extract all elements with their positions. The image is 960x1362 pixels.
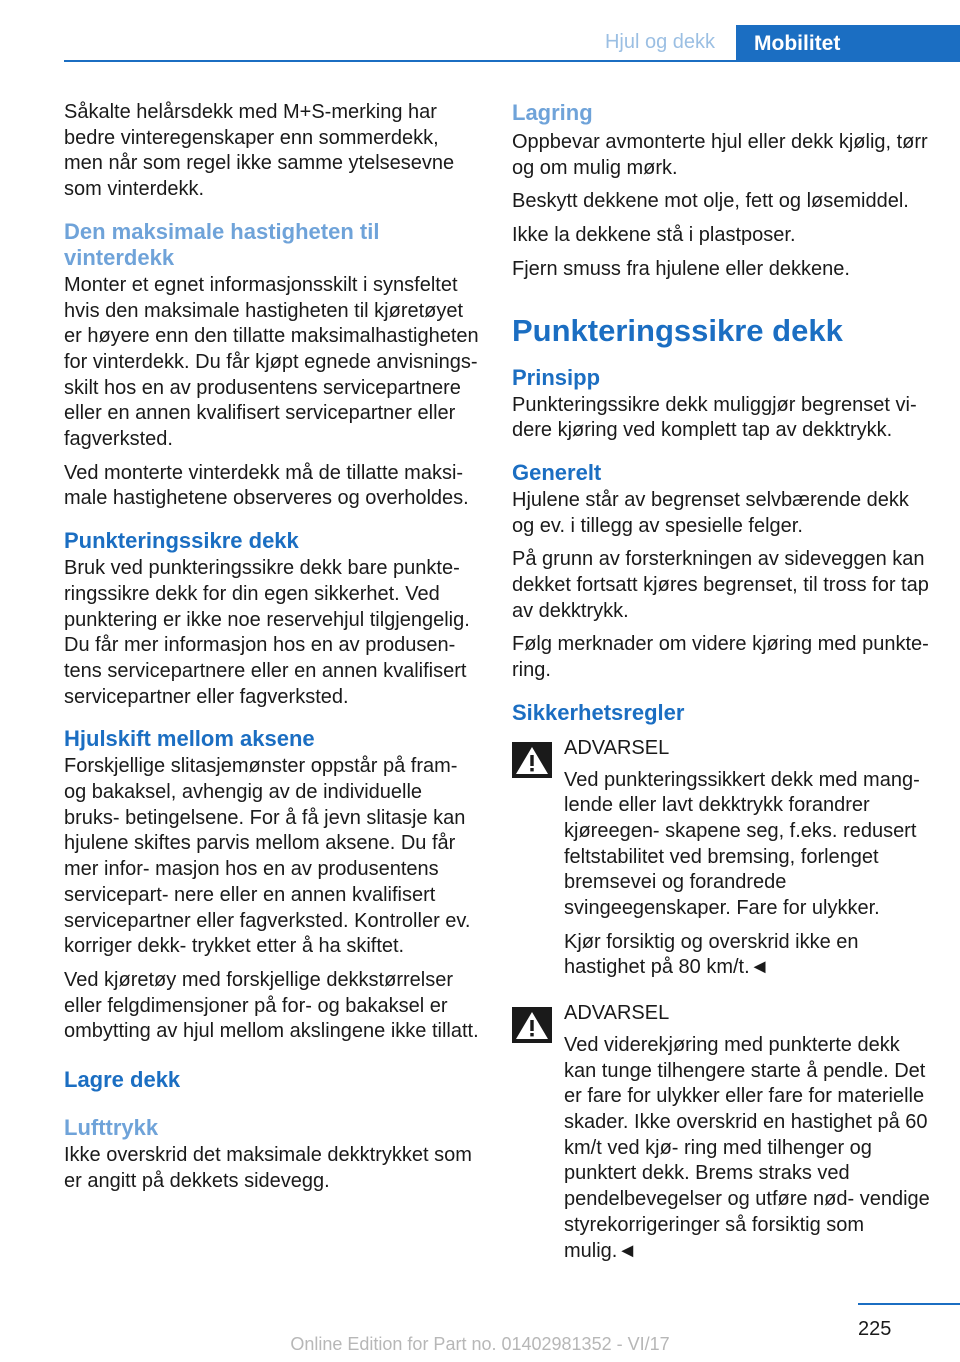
page-number: 225 — [858, 1318, 892, 1340]
wheel-rotation-paragraph-1: Forskjellige slitasjemønster oppstår på fram- og bakaksel, avhengig av de individuelle bruks- betingelsene. For å få jevn slitasje kan hjulene skiftes parvis mellom aksene. Du får mer infor- masjon hos en av produsentens servicepart- nere eller en annen kvalifisert servicepartner eller fagverksted. Kontroller ev. korriger dekk- trykket etter å ha skiftet. — [64, 755, 471, 958]
warning-text: lende eller lavt dekktrykk forandrer kjøreegen- skapene seg, f.eks. redusert feltstabilitet ved bremsing, forlenget bremsevei og forandrede svingeegenskaper. Fare for ulykker. — [564, 794, 917, 920]
left-column — [64, 100, 482, 1203]
warning-text-first-line: Ved viderekjøring med punkterte dekk — [564, 1033, 900, 1056]
heading-runflat-main: Punkteringssikre dekk — [512, 312, 843, 348]
general-paragraph-1: Hjulene står av begrenset selvbærende dekk og ev. i tillegg av spesielle felger. — [512, 488, 909, 537]
storage-paragraph-1: Oppbevar avmonterte hjul eller dekk kjølig, tørr og om mulig mørk. — [512, 131, 928, 179]
warning-block-2 — [512, 1001, 932, 1264]
max-speed-paragraph-2: Ved monterte vinterdekk må de tillatte maksi- male hastighetene observeres og overholdes. — [64, 461, 469, 510]
warning-text-first-line: Ved punkteringssikkert dekk med mang- — [564, 768, 920, 791]
max-speed-paragraph-1: Monter et egnet informasjonsskilt i synsfeltet hvis den maksimale hastigheten til kjøretøyet er høyere enn den tillatte maksimalhastigheten for vinterdekk. Du får kjøpt egnede anvisnings- skilt hos en av produsentens servicepartnere eller en annen kvalifisert servicepartner eller fagverksted. — [64, 273, 479, 451]
warning-label: ADVARSEL — [564, 736, 670, 759]
chapter-tab: Mobilitet — [736, 25, 960, 62]
storage-paragraph-4: Fjern smuss fra hjulene eller dekkene. — [512, 257, 850, 280]
heading-safety-rules: Sikkerhetsregler — [512, 699, 685, 725]
heading-principle: Prinsipp — [512, 364, 601, 390]
warning-label: ADVARSEL — [564, 1002, 670, 1025]
heading-runflat: Punkteringssikre dekk — [64, 528, 299, 554]
intro-paragraph: Såkalte helårsdekk med M+S-merking har bedre vinteregenskaper enn sommerdekk, men når som regel ikke samme ytelsesevne som vinterdekk. — [64, 101, 455, 201]
heading-store-tires: Lagre dekk — [64, 1067, 181, 1093]
right-column — [512, 100, 932, 1272]
general-paragraph-2: På grunn av forsterkningen av sideveggen kan dekket fortsatt kjøres begrenset, til tross for tap av dekktrykk. — [512, 548, 929, 622]
heading-wheel-rotation: Hjulskift mellom aksene — [64, 726, 315, 752]
warning-triangle-icon — [512, 742, 552, 778]
footer-edition: Online Edition for Part no. 01402981352 - VI/17 — [290, 1334, 670, 1354]
section-tab: Hjul og dekk — [604, 31, 716, 53]
general-paragraph-3: Følg merknader om videre kjøring med punkte- ring. — [512, 633, 929, 682]
heading-general: Generelt — [512, 459, 602, 485]
warning-text: kan tunge tilhengere starte å pendle. Det er fare for ulykker eller fare for materielle skader. Ikke overskrid en hastighet på 60 km/t ved kjø- ring med tilhenger og punktert dekk. Brems straks ved pendelbevegelser og utføre nød- vendige styrekorrigeringer så forsiktig som mulig.◄ — [564, 1059, 930, 1262]
storage-paragraph-2: Beskytt dekkene mot olje, fett og løsemiddel. — [512, 190, 909, 213]
principle-paragraph: Punkteringssikre dekk muliggjør begrenset vi- dere kjøring ved komplett tap av dekktrykk. — [512, 393, 917, 442]
wheel-rotation-paragraph-2: Ved kjøretøy med forskjellige dekkstørrelser eller felgdimensjoner på for- og bakaksel er ombytting av hjul mellom akslingene ikke tillatt. — [64, 968, 479, 1043]
warning-block-1 — [512, 736, 932, 981]
tire-pressure-paragraph: Ikke overskrid det maksimale dekktrykket som er angitt på dekkets sidevegg. — [64, 1144, 472, 1192]
warning-note: Kjør forsiktig og overskrid ikke en hastighet på 80 km/t.◄ — [564, 930, 859, 979]
warning-triangle-icon — [512, 1007, 552, 1043]
heading-tire-pressure: Lufttrykk — [64, 1115, 159, 1141]
page-number-rule — [858, 1303, 960, 1305]
storage-paragraph-3: Ikke la dekkene stå i plastposer. — [512, 224, 796, 247]
runflat-paragraph: Bruk ved punkteringssikre dekk bare punkte- ringssikre dekk for din egen sikkerhet. Ved punktering er ikke noe reservehjul tilgjengelig. Du får mer informasjon hos en av produsen- tens servicepartnere eller en annen kvalifisert servicepartner eller fagverksted. — [64, 557, 470, 708]
heading-max-speed: Den maksimale hastigheten til vinterdekk — [64, 218, 380, 270]
heading-storage: Lagring — [512, 100, 593, 125]
